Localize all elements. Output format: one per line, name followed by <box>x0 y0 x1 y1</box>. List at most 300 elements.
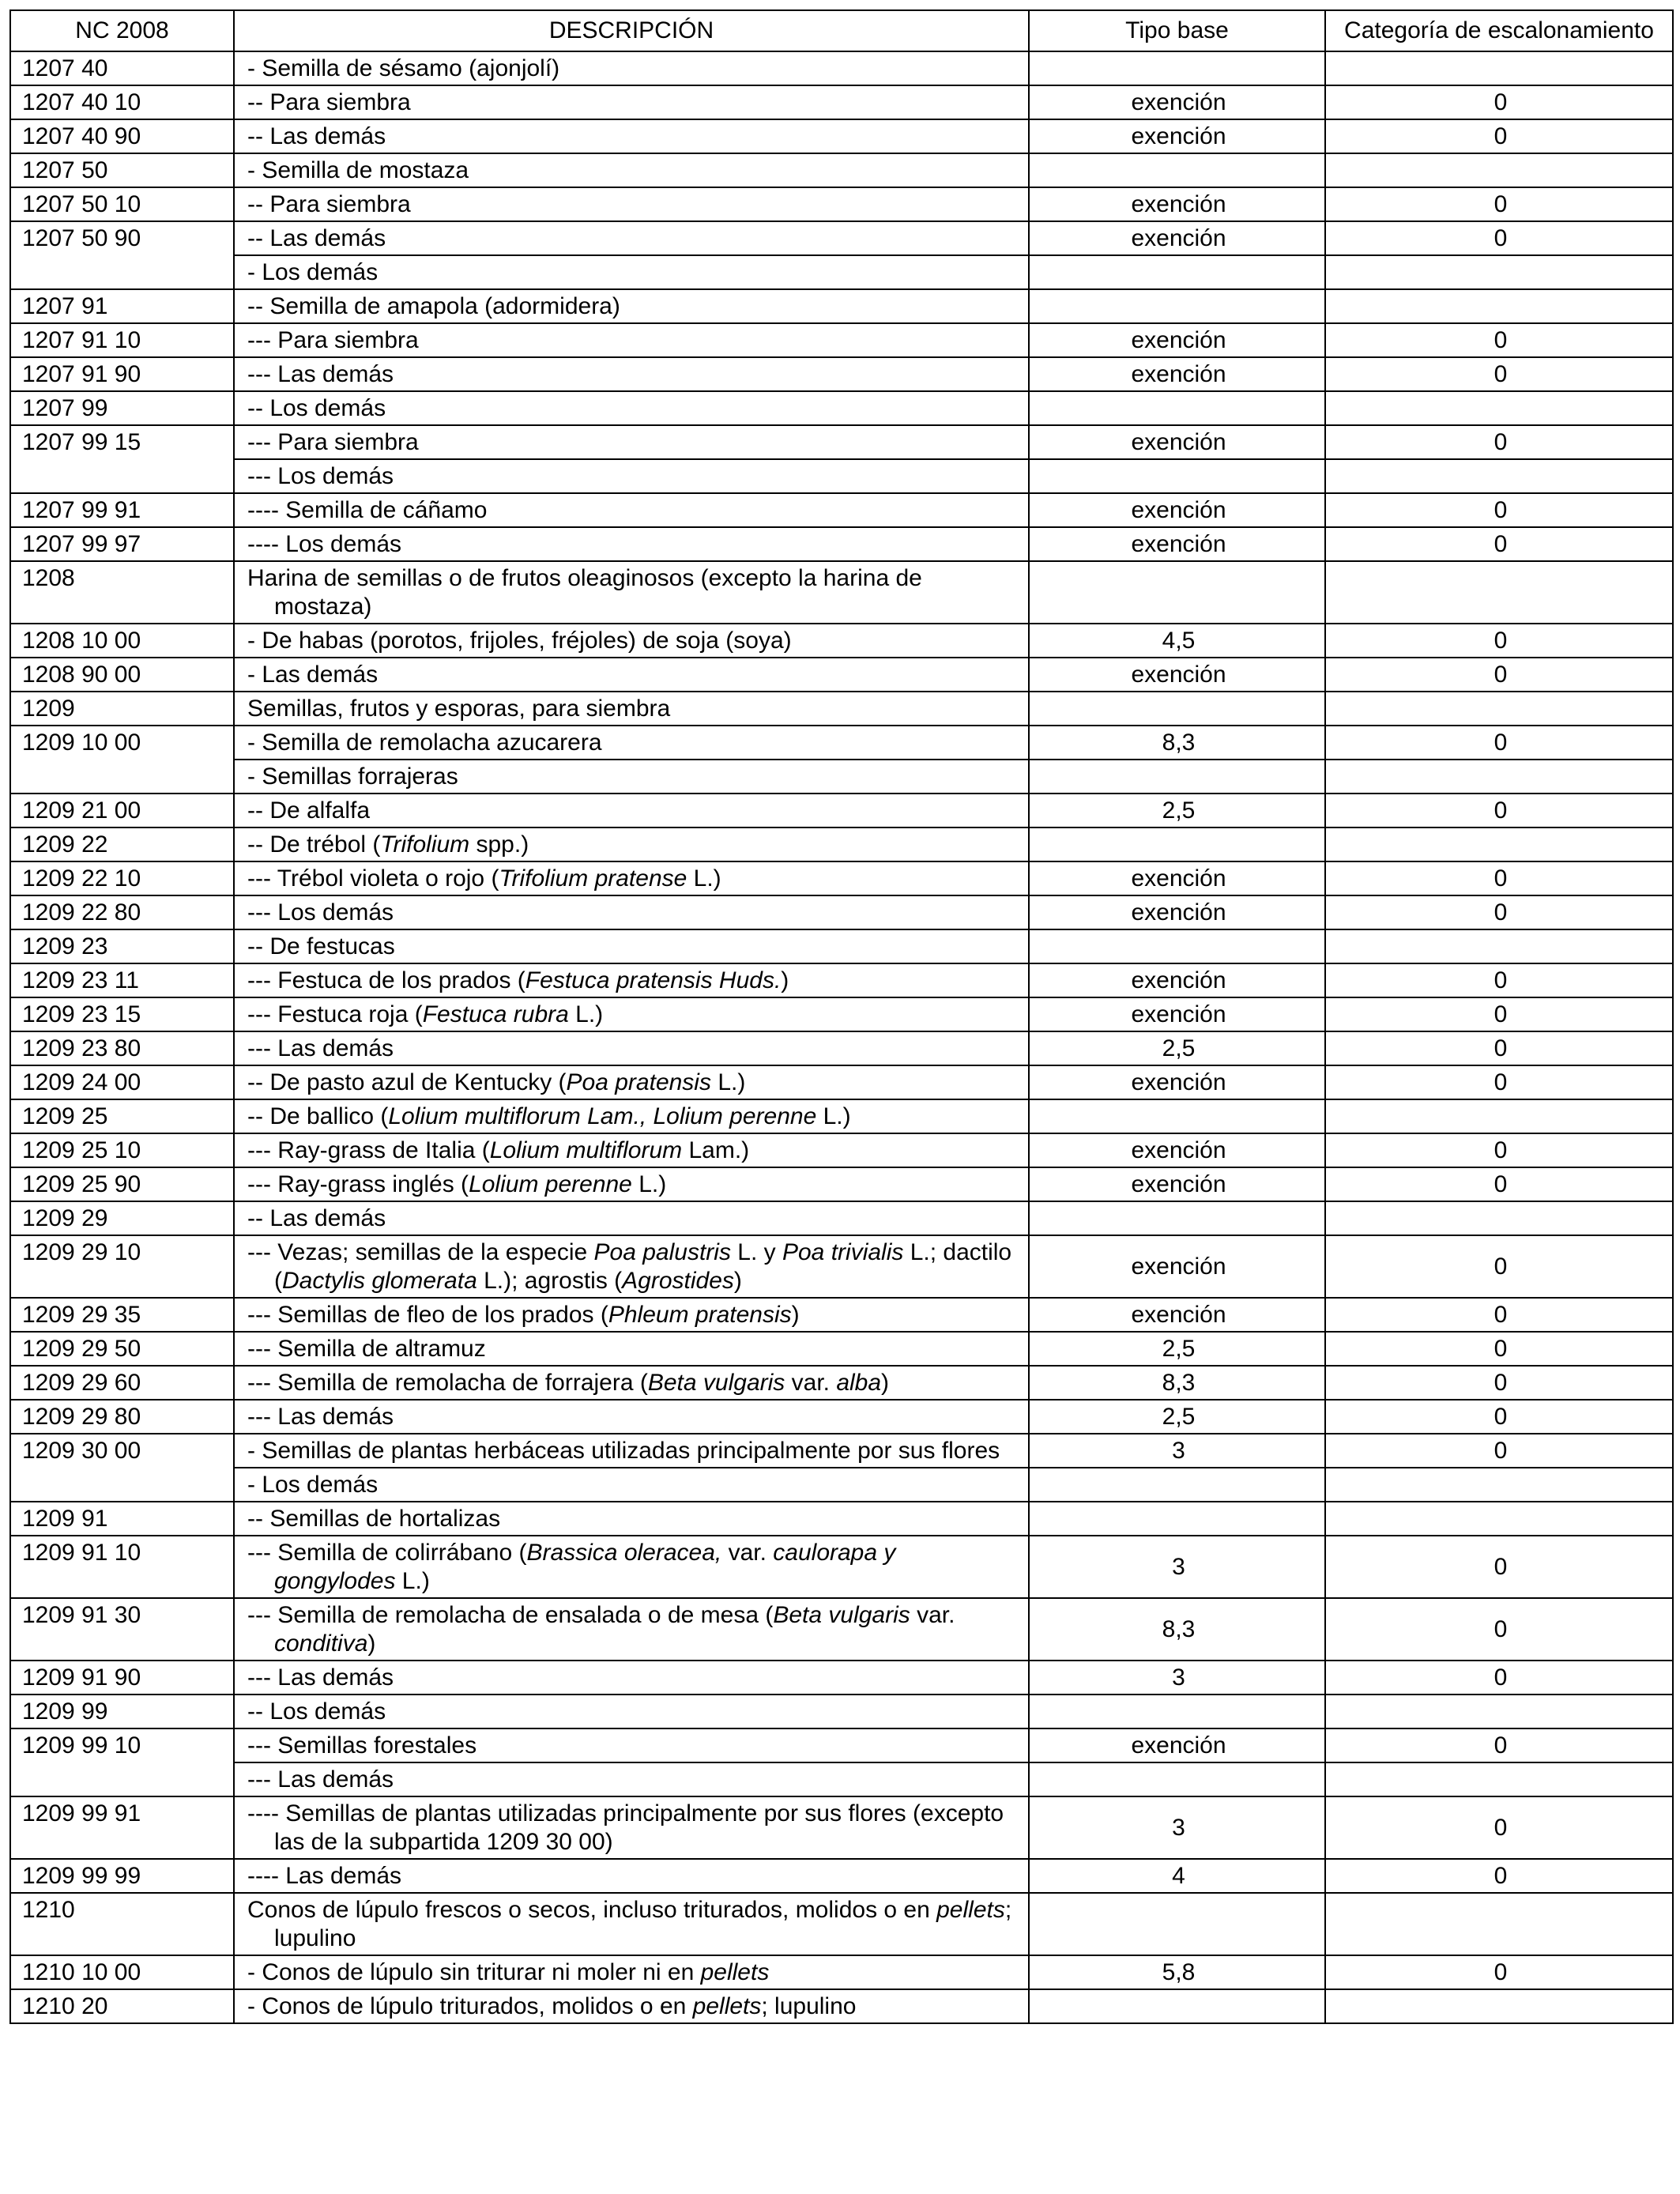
nc-code-cell: 1209 23 11 <box>10 963 234 997</box>
description-cell <box>234 1400 1029 1434</box>
staging-category-cell: 0 <box>1325 1598 1673 1661</box>
nc-code-cell: 1209 29 35 <box>10 1298 234 1332</box>
staging-category-cell: 0 <box>1325 1298 1673 1332</box>
table-row <box>10 1400 1673 1434</box>
description-text: --- Semilla de remolacha de forrajera (Beta vulgaris var. alba) <box>247 1370 890 1396</box>
base-rate-cell: exención <box>1029 425 1325 459</box>
description-text: --- Semillas forestales <box>247 1732 477 1759</box>
base-rate-cell: 3 <box>1029 1796 1325 1859</box>
description-cell <box>234 1298 1029 1332</box>
base-rate-cell <box>1029 1762 1325 1796</box>
base-rate-cell: exención <box>1029 527 1325 561</box>
description-text: - Las demás <box>247 662 379 688</box>
staging-category-cell: 0 <box>1325 85 1673 119</box>
base-rate-cell: exención <box>1029 658 1325 692</box>
staging-category-cell: 0 <box>1325 1167 1673 1201</box>
base-rate-cell <box>1029 561 1325 624</box>
description-text: - Semillas de plantas herbáceas utilizadas principalmente por sus flores <box>247 1438 1000 1464</box>
description-cell <box>234 187 1029 221</box>
nc-code-cell: 1207 99 97 <box>10 527 234 561</box>
header-staging-category: Categoría de escalonamiento <box>1325 10 1673 51</box>
description-text: --- Semilla de colirrábano (Brassica oleracea, var. caulorapa y gongylodes L.) <box>247 1540 896 1594</box>
description-text: --- Trébol violeta o rojo (Trifolium pratense L.) <box>247 865 721 892</box>
header-row <box>10 10 1673 51</box>
description-text: --- Las demás <box>247 361 394 387</box>
description-text: --- Las demás <box>247 1404 394 1430</box>
staging-category-cell <box>1325 1099 1673 1133</box>
description-cell <box>234 1031 1029 1065</box>
staging-category-cell: 0 <box>1325 794 1673 827</box>
table-row <box>10 153 1673 187</box>
nc-code-cell: 1208 10 00 <box>10 624 234 658</box>
base-rate-cell <box>1029 255 1325 289</box>
staging-category-cell <box>1325 692 1673 726</box>
base-rate-cell: 2,5 <box>1029 1031 1325 1065</box>
description-cell <box>234 1859 1029 1893</box>
base-rate-cell: exención <box>1029 997 1325 1031</box>
description-text: -- Las demás <box>247 123 386 149</box>
nc-code-cell: 1209 21 00 <box>10 794 234 827</box>
table-row <box>10 963 1673 997</box>
table-row <box>10 1695 1673 1728</box>
description-text: Semillas, frutos y esporas, para siembra <box>247 696 671 722</box>
base-rate-cell <box>1029 1989 1325 2023</box>
description-cell <box>234 1598 1029 1661</box>
staging-category-cell <box>1325 1893 1673 1955</box>
base-rate-cell <box>1029 51 1325 85</box>
nc-code-cell: 1209 22 <box>10 827 234 861</box>
staging-category-cell: 0 <box>1325 1235 1673 1298</box>
staging-category-cell: 0 <box>1325 895 1673 929</box>
table-row <box>10 861 1673 895</box>
table-row <box>10 827 1673 861</box>
table-row <box>10 221 1673 255</box>
description-cell <box>234 895 1029 929</box>
staging-category-cell: 0 <box>1325 357 1673 391</box>
base-rate-cell: 4 <box>1029 1859 1325 1893</box>
table-row <box>10 255 1673 289</box>
nc-code-cell: 1209 91 10 <box>10 1536 234 1598</box>
nc-code-cell: 1209 22 10 <box>10 861 234 895</box>
staging-category-cell <box>1325 1695 1673 1728</box>
description-text: --- Semilla de altramuz <box>247 1336 486 1362</box>
base-rate-cell: exención <box>1029 1133 1325 1167</box>
description-text: --- Semilla de remolacha de ensalada o de mesa (Beta vulgaris var. conditiva) <box>247 1602 955 1657</box>
base-rate-cell: 5,8 <box>1029 1955 1325 1989</box>
table-row <box>10 997 1673 1031</box>
staging-category-cell: 0 <box>1325 1796 1673 1859</box>
header-base-rate: Tipo base <box>1029 10 1325 51</box>
description-text: -- De pasto azul de Kentucky (Poa pratensis L.) <box>247 1069 746 1095</box>
staging-category-cell <box>1325 51 1673 85</box>
staging-category-cell: 0 <box>1325 1031 1673 1065</box>
header-description: DESCRIPCIÓN <box>234 10 1029 51</box>
staging-category-cell <box>1325 459 1673 493</box>
description-cell <box>234 692 1029 726</box>
nc-code-cell: 1209 91 90 <box>10 1661 234 1695</box>
staging-category-cell <box>1325 1762 1673 1796</box>
staging-category-cell: 0 <box>1325 1728 1673 1762</box>
nc-code-cell: 1207 40 10 <box>10 85 234 119</box>
table-row <box>10 1502 1673 1536</box>
description-text: -- Las demás <box>247 225 386 251</box>
description-cell <box>234 1332 1029 1366</box>
table-row <box>10 658 1673 692</box>
nc-code-cell: 1209 99 10 <box>10 1728 234 1796</box>
description-cell <box>234 827 1029 861</box>
staging-category-cell: 0 <box>1325 963 1673 997</box>
description-cell <box>234 997 1029 1031</box>
base-rate-cell <box>1029 692 1325 726</box>
description-text: -- De festucas <box>247 933 395 959</box>
description-text: -- Las demás <box>247 1205 386 1231</box>
description-cell <box>234 1989 1029 2023</box>
nc-code-cell: 1209 25 10 <box>10 1133 234 1167</box>
table-row <box>10 1989 1673 2023</box>
staging-category-cell <box>1325 827 1673 861</box>
staging-category-cell: 0 <box>1325 1434 1673 1468</box>
table-row <box>10 459 1673 493</box>
table-row <box>10 1893 1673 1955</box>
base-rate-cell: exención <box>1029 187 1325 221</box>
nc-code-cell: 1209 23 <box>10 929 234 963</box>
base-rate-cell <box>1029 1099 1325 1133</box>
table-row <box>10 51 1673 85</box>
base-rate-cell: exención <box>1029 861 1325 895</box>
nc-code-cell: 1207 99 <box>10 391 234 425</box>
description-cell <box>234 1796 1029 1859</box>
description-text: - Los demás <box>247 1472 379 1498</box>
description-cell <box>234 85 1029 119</box>
nc-code-cell: 1207 91 10 <box>10 323 234 357</box>
description-cell <box>234 493 1029 527</box>
nc-code-cell: 1207 91 90 <box>10 357 234 391</box>
nc-code-cell: 1209 30 00 <box>10 1434 234 1502</box>
description-cell <box>234 561 1029 624</box>
nc-code-cell: 1209 25 <box>10 1099 234 1133</box>
nc-code-cell: 1209 <box>10 692 234 726</box>
nc-code-cell: 1210 10 00 <box>10 1955 234 1989</box>
nc-code-cell: 1207 91 <box>10 289 234 323</box>
base-rate-cell: exención <box>1029 1167 1325 1201</box>
table-row <box>10 187 1673 221</box>
table-body <box>10 51 1673 2023</box>
description-cell <box>234 1099 1029 1133</box>
description-cell <box>234 357 1029 391</box>
description-text: - Los demás <box>247 259 379 285</box>
staging-category-cell <box>1325 929 1673 963</box>
base-rate-cell: exención <box>1029 1235 1325 1298</box>
base-rate-cell: 2,5 <box>1029 794 1325 827</box>
nc-code-cell: 1209 29 60 <box>10 1366 234 1400</box>
base-rate-cell <box>1029 760 1325 794</box>
description-text: - Conos de lúpulo sin triturar ni moler ni en pellets <box>247 1959 770 1985</box>
description-text: ---- Semilla de cáñamo <box>247 497 488 523</box>
description-text: --- Las demás <box>247 1664 394 1691</box>
table-row <box>10 1598 1673 1661</box>
staging-category-cell: 0 <box>1325 726 1673 760</box>
base-rate-cell: 3 <box>1029 1536 1325 1598</box>
staging-category-cell: 0 <box>1325 425 1673 459</box>
table-row <box>10 1762 1673 1796</box>
description-cell <box>234 1468 1029 1502</box>
description-cell <box>234 1167 1029 1201</box>
description-text: --- Los demás <box>247 899 394 925</box>
base-rate-cell: exención <box>1029 963 1325 997</box>
staging-category-cell: 0 <box>1325 1366 1673 1400</box>
description-cell <box>234 1201 1029 1235</box>
description-cell <box>234 1762 1029 1796</box>
description-text: -- Semilla de amapola (adormidera) <box>247 293 620 319</box>
description-text: -- De ballico (Lolium multiflorum Lam., Lolium perenne L.) <box>247 1103 851 1129</box>
staging-category-cell <box>1325 760 1673 794</box>
description-cell <box>234 153 1029 187</box>
description-text: ---- Semillas de plantas utilizadas principalmente por sus flores (excepto las de la subpartida 1209 30 00) <box>247 1800 1004 1855</box>
nc-code-cell: 1209 24 00 <box>10 1065 234 1099</box>
base-rate-cell <box>1029 1502 1325 1536</box>
description-text: --- Las demás <box>247 1035 394 1061</box>
nc-code-cell: 1209 99 91 <box>10 1796 234 1859</box>
description-text: - Semilla de sésamo (ajonjolí) <box>247 55 560 81</box>
table-row <box>10 1031 1673 1065</box>
staging-category-cell: 0 <box>1325 493 1673 527</box>
description-cell <box>234 1661 1029 1695</box>
base-rate-cell: exención <box>1029 85 1325 119</box>
description-cell <box>234 323 1029 357</box>
description-text: --- Festuca de los prados (Festuca pratensis Huds.) <box>247 967 789 993</box>
table-row <box>10 726 1673 760</box>
table-row <box>10 1065 1673 1099</box>
description-text: -- Para siembra <box>247 191 411 217</box>
description-cell <box>234 1536 1029 1598</box>
description-cell <box>234 51 1029 85</box>
base-rate-cell <box>1029 289 1325 323</box>
table-row <box>10 527 1673 561</box>
description-cell <box>234 221 1029 255</box>
staging-category-cell: 0 <box>1325 323 1673 357</box>
table-row <box>10 1536 1673 1598</box>
base-rate-cell: exención <box>1029 1065 1325 1099</box>
staging-category-cell: 0 <box>1325 861 1673 895</box>
table-row <box>10 1366 1673 1400</box>
description-cell <box>234 1695 1029 1728</box>
description-text: -- Los demás <box>247 1698 386 1725</box>
table-row <box>10 119 1673 153</box>
description-cell <box>234 1728 1029 1762</box>
base-rate-cell: 4,5 <box>1029 624 1325 658</box>
nc-code-cell: 1207 50 90 <box>10 221 234 289</box>
staging-category-cell <box>1325 1989 1673 2023</box>
base-rate-cell: 2,5 <box>1029 1400 1325 1434</box>
description-cell <box>234 861 1029 895</box>
description-cell <box>234 1893 1029 1955</box>
table-row <box>10 289 1673 323</box>
table-row <box>10 357 1673 391</box>
base-rate-cell: exención <box>1029 1728 1325 1762</box>
staging-category-cell <box>1325 1201 1673 1235</box>
description-cell <box>234 1065 1029 1099</box>
staging-category-cell: 0 <box>1325 527 1673 561</box>
staging-category-cell <box>1325 391 1673 425</box>
staging-category-cell: 0 <box>1325 1955 1673 1989</box>
nc-code-cell: 1210 20 <box>10 1989 234 2023</box>
table-row <box>10 1332 1673 1366</box>
staging-category-cell <box>1325 289 1673 323</box>
nc-code-cell: 1209 29 50 <box>10 1332 234 1366</box>
description-text: ---- Las demás <box>247 1863 402 1889</box>
description-cell <box>234 963 1029 997</box>
staging-category-cell: 0 <box>1325 997 1673 1031</box>
table-row <box>10 1955 1673 1989</box>
base-rate-cell: 8,3 <box>1029 1598 1325 1661</box>
description-text: --- Para siembra <box>247 429 419 455</box>
staging-category-cell: 0 <box>1325 1536 1673 1598</box>
table-row <box>10 794 1673 827</box>
description-text: -- Los demás <box>247 395 386 421</box>
description-text: - Semilla de mostaza <box>247 157 469 183</box>
description-cell <box>234 929 1029 963</box>
table-row <box>10 391 1673 425</box>
base-rate-cell: exención <box>1029 119 1325 153</box>
table-row <box>10 1859 1673 1893</box>
description-text: --- Vezas; semillas de la especie Poa palustris L. y Poa trivialis L.; dactilo (Dactylis glomerata L.); agrostis (Agrostides) <box>247 1239 1012 1294</box>
table-row <box>10 692 1673 726</box>
base-rate-cell <box>1029 929 1325 963</box>
description-cell <box>234 527 1029 561</box>
base-rate-cell <box>1029 1201 1325 1235</box>
table-row <box>10 493 1673 527</box>
description-cell <box>234 1502 1029 1536</box>
staging-category-cell: 0 <box>1325 187 1673 221</box>
table-row <box>10 1298 1673 1332</box>
description-cell <box>234 794 1029 827</box>
base-rate-cell <box>1029 391 1325 425</box>
base-rate-cell <box>1029 153 1325 187</box>
nc-code-cell: 1208 <box>10 561 234 624</box>
description-cell <box>234 760 1029 794</box>
description-text: - Semilla de remolacha azucarera <box>247 729 602 756</box>
staging-category-cell: 0 <box>1325 1133 1673 1167</box>
description-text: --- Semillas de fleo de los prados (Phleum pratensis) <box>247 1302 800 1328</box>
description-cell <box>234 624 1029 658</box>
nc-code-cell: 1209 91 30 <box>10 1598 234 1661</box>
staging-category-cell <box>1325 255 1673 289</box>
base-rate-cell: exención <box>1029 221 1325 255</box>
nc-code-cell: 1208 90 00 <box>10 658 234 692</box>
description-cell <box>234 119 1029 153</box>
description-cell <box>234 255 1029 289</box>
nc-code-cell: 1209 23 80 <box>10 1031 234 1065</box>
description-text: --- Las demás <box>247 1766 394 1793</box>
table-row <box>10 624 1673 658</box>
staging-category-cell: 0 <box>1325 1400 1673 1434</box>
nc-code-cell: 1209 25 90 <box>10 1167 234 1201</box>
description-text: - Semillas forrajeras <box>247 763 458 790</box>
description-cell <box>234 726 1029 760</box>
nc-code-cell: 1207 50 <box>10 153 234 187</box>
base-rate-cell <box>1029 1468 1325 1502</box>
base-rate-cell: exención <box>1029 323 1325 357</box>
table-row <box>10 895 1673 929</box>
description-text: --- Ray-grass inglés (Lolium perenne L.) <box>247 1171 667 1197</box>
table-row <box>10 1468 1673 1502</box>
nc-code-cell: 1209 10 00 <box>10 726 234 794</box>
description-text: --- Ray-grass de Italia (Lolium multiflorum Lam.) <box>247 1137 750 1163</box>
base-rate-cell: exención <box>1029 1298 1325 1332</box>
staging-category-cell: 0 <box>1325 658 1673 692</box>
table-row <box>10 1728 1673 1762</box>
table-row <box>10 1099 1673 1133</box>
description-text: -- De alfalfa <box>247 797 371 824</box>
table-row <box>10 1434 1673 1468</box>
table-row <box>10 1796 1673 1859</box>
description-cell <box>234 1235 1029 1298</box>
nc-code-cell: 1209 99 <box>10 1695 234 1728</box>
description-text: Conos de lúpulo frescos o secos, incluso triturados, molidos o en pellets; lupulino <box>247 1897 1012 1951</box>
base-rate-cell: exención <box>1029 493 1325 527</box>
base-rate-cell <box>1029 1893 1325 1955</box>
description-cell <box>234 658 1029 692</box>
staging-category-cell <box>1325 1468 1673 1502</box>
staging-category-cell: 0 <box>1325 1859 1673 1893</box>
nc-code-cell: 1207 40 90 <box>10 119 234 153</box>
nc-code-cell: 1209 22 80 <box>10 895 234 929</box>
staging-category-cell: 0 <box>1325 119 1673 153</box>
table-row <box>10 760 1673 794</box>
staging-category-cell: 0 <box>1325 1332 1673 1366</box>
description-cell <box>234 289 1029 323</box>
description-text: Harina de semillas o de frutos oleaginosos (excepto la harina de mostaza) <box>247 565 922 620</box>
base-rate-cell: exención <box>1029 357 1325 391</box>
table-row <box>10 1661 1673 1695</box>
base-rate-cell: 3 <box>1029 1661 1325 1695</box>
description-cell <box>234 459 1029 493</box>
nc-code-cell: 1207 50 10 <box>10 187 234 221</box>
description-cell <box>234 1955 1029 1989</box>
base-rate-cell: 8,3 <box>1029 726 1325 760</box>
staging-category-cell <box>1325 153 1673 187</box>
base-rate-cell: 8,3 <box>1029 1366 1325 1400</box>
nc-code-cell: 1209 23 15 <box>10 997 234 1031</box>
table-row <box>10 1167 1673 1201</box>
base-rate-cell <box>1029 1695 1325 1728</box>
base-rate-cell <box>1029 827 1325 861</box>
nc-code-cell: 1209 99 99 <box>10 1859 234 1893</box>
table-row <box>10 85 1673 119</box>
table-row <box>10 323 1673 357</box>
staging-category-cell <box>1325 1502 1673 1536</box>
base-rate-cell: 3 <box>1029 1434 1325 1468</box>
description-text: --- Los demás <box>247 463 394 489</box>
nc-code-cell: 1210 <box>10 1893 234 1955</box>
staging-category-cell: 0 <box>1325 1661 1673 1695</box>
nc-code-cell: 1209 29 10 <box>10 1235 234 1298</box>
description-text: -- Semillas de hortalizas <box>247 1506 501 1532</box>
description-text: -- De trébol (Trifolium spp.) <box>247 831 529 858</box>
description-text: ---- Los demás <box>247 531 402 557</box>
table-row <box>10 1235 1673 1298</box>
description-cell <box>234 391 1029 425</box>
nc-code-cell: 1209 29 80 <box>10 1400 234 1434</box>
description-text: --- Festuca roja (Festuca rubra L.) <box>247 1001 604 1027</box>
description-text: -- Para siembra <box>247 89 411 115</box>
nc-code-cell: 1209 91 <box>10 1502 234 1536</box>
table-row <box>10 1133 1673 1167</box>
nc-code-cell: 1209 29 <box>10 1201 234 1235</box>
description-text: - Conos de lúpulo triturados, molidos o en pellets; lupulino <box>247 1993 857 2019</box>
base-rate-cell <box>1029 459 1325 493</box>
description-cell <box>234 425 1029 459</box>
